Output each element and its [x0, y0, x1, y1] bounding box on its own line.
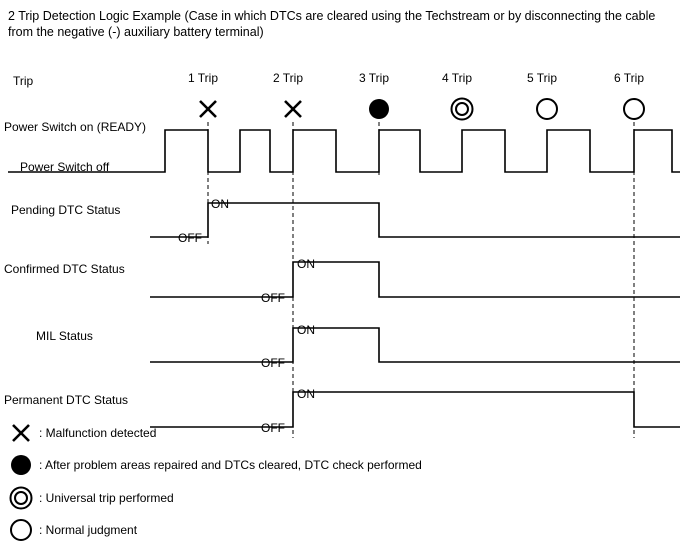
row-label-permanent-dtc: Permanent DTC Status — [4, 393, 129, 407]
page-title: 2 Trip Detection Logic Example (Case in which DTCs are cleared using the Techstream or by disconnecting the cable from the negative (-) auxiliary battery terminal) — [8, 9, 656, 39]
mil-off-label: OFF — [261, 356, 285, 370]
legend-text-0: : Malfunction detected — [39, 426, 157, 440]
trip-label-2: 2 Trip — [273, 71, 304, 85]
mil-waveform — [150, 328, 680, 362]
trip-symbol-cross-1 — [200, 101, 216, 117]
row-label-confirmed-dtc: Confirmed DTC Status — [4, 262, 125, 276]
confirmed-dtc-waveform — [150, 262, 680, 297]
row-label-mil: MIL Status — [36, 329, 93, 343]
permanent-dtc-off-label: OFF — [261, 421, 285, 435]
trip-symbol-filled-circle-3 — [369, 99, 389, 119]
trip-label-6: 6 Trip — [614, 71, 645, 85]
row-label-pending-dtc: Pending DTC Status — [11, 203, 121, 217]
trip-label-3: 3 Trip — [359, 71, 390, 85]
trip-symbol-cross-2 — [285, 101, 301, 117]
trip-label-4: 4 Trip — [442, 71, 473, 85]
pending-dtc-waveform — [150, 203, 680, 237]
trip-symbol-double-circle-4 — [452, 99, 473, 120]
trip-guideline-group — [208, 122, 634, 438]
pending-dtc-off-label: OFF — [178, 231, 202, 245]
row-label-power-switch-off: Power Switch off — [20, 160, 110, 174]
mil-on-label: ON — [297, 323, 315, 337]
legend-text-1: : After problem areas repaired and DTCs cleared, DTC check performed — [39, 458, 422, 472]
pending-dtc-on-label: ON — [211, 197, 229, 211]
power-switch-waveform — [8, 130, 680, 172]
legend-text-3: : Normal judgment — [39, 523, 138, 537]
row-label-power-switch-on: Power Switch on (READY) — [4, 120, 147, 134]
legend-text-2: : Universal trip performed — [39, 491, 174, 505]
trip-symbol-circle-6 — [624, 99, 644, 119]
trip-label-1: 1 Trip — [188, 71, 219, 85]
permanent-dtc-on-label: ON — [297, 387, 315, 401]
confirmed-dtc-on-label: ON — [297, 257, 315, 271]
legend-symbol-cross — [13, 425, 29, 441]
confirmed-dtc-off-label: OFF — [261, 291, 285, 305]
trip-axis-label: Trip — [13, 74, 34, 88]
trip-label-5: 5 Trip — [527, 71, 558, 85]
trip-symbol-circle-5 — [537, 99, 557, 119]
legend-symbol-double-circle — [11, 488, 32, 509]
legend-symbol-circle — [11, 520, 31, 540]
permanent-dtc-waveform — [150, 392, 680, 427]
legend-symbol-filled-circle — [11, 455, 31, 475]
